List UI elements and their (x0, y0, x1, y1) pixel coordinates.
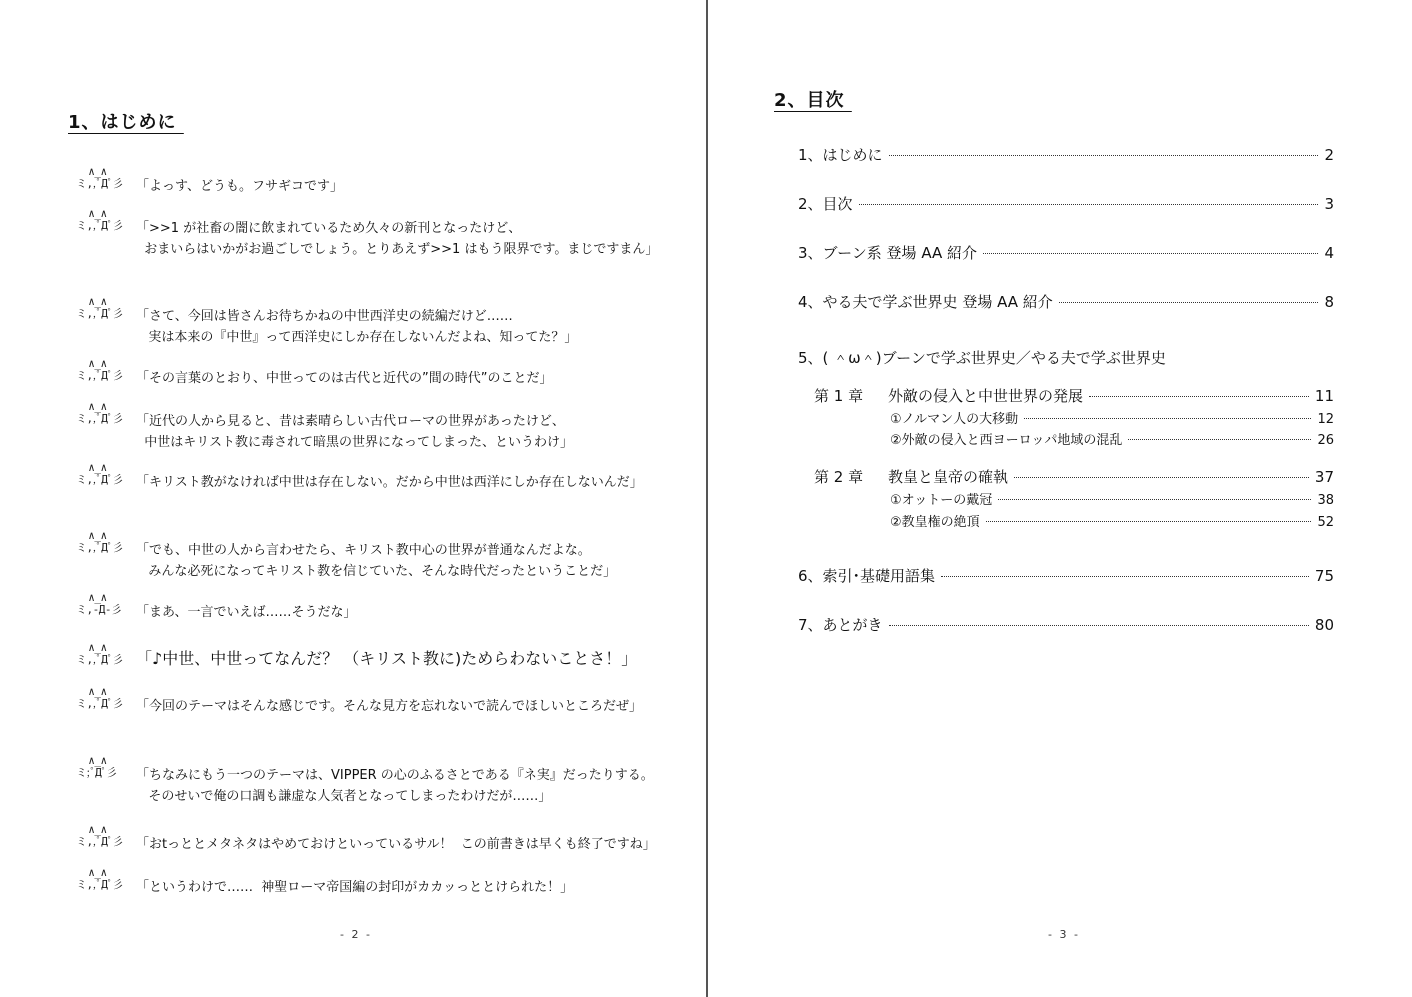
dot-leader (941, 576, 1309, 577)
toc-entry-page: 80 (1314, 616, 1334, 634)
toc-entry[interactable] (798, 565, 1334, 586)
dialogue-6 (76, 462, 676, 510)
fusagiko-face-art: ∧_∧ ミ,,ﾟДﾟ彡 (76, 165, 123, 190)
toc-entry-page: 11 (1314, 387, 1334, 405)
dot-leader (998, 499, 1311, 500)
dialogue-1 (76, 166, 676, 214)
toc-entry-page: 75 (1314, 567, 1334, 585)
dialogue-11 (76, 755, 676, 803)
toc-entry-label: ①ノルマン人の大移動 (890, 412, 1019, 427)
toc-entry-page: 2 (1324, 146, 1334, 164)
dot-leader (1059, 302, 1319, 303)
fusagiko-face-art: ∧_∧ ミ,,ﾟДﾟ彡 (76, 685, 123, 710)
dot-leader (859, 204, 1319, 205)
toc-entry-label: 外敵の侵入と中世世界の発展 (888, 387, 1084, 405)
toc-entry-label: 5、( ＾ω＾)ブーンで学ぶ世界史／やる夫で学ぶ世界史 (798, 349, 1166, 367)
dialogue-text: 「キリスト教がなければ中世は存在しない。だから中世は西洋にしか存在しないんだ」 (136, 475, 643, 490)
toc-entry-label: 1、はじめに (798, 146, 883, 164)
toc-entry-label: 3、ブーン系 登場 AA 紹介 (798, 244, 978, 262)
dialogue-text: 「まあ、一言でいえば……そうだな」 (136, 605, 357, 620)
dialogue-12 (76, 824, 676, 872)
toc-heading: 2、目次 (774, 90, 852, 111)
right-page (708, 0, 1412, 997)
fusagiko-face-art: ∧_∧ ミ,,ﾟДﾟ彡 (76, 866, 123, 891)
dot-leader (983, 253, 1318, 254)
toc-entry-page: 38 (1317, 493, 1334, 508)
dialogue-9 (76, 642, 676, 690)
dialogue-text: 「でも、中世の人から言わせたら、キリスト教中心の世界が普通なんだよな。 みんな必死になってキリスト教を信じていた、そんな時代だったということだ」 (136, 543, 617, 579)
fusagiko-face-art: ∧_∧ ミ;ﾟДﾟ彡 (76, 754, 117, 779)
toc-chapter-2[interactable] (814, 466, 1334, 487)
dialogue-text: 「>>1 が社畜の闇に飲まれているため久々の新刊となったけど、 おまいらはいかがお過ごしでしょう。とりあえず>>1 はもう限界です。まじですまん」 (136, 221, 659, 257)
dialogue-2 (76, 208, 676, 256)
dialogue-text: 「さて、今回は皆さんお待ちかねの中世西洋史の続編だけど…… 実は本来の『中世』って西洋史にしか存在しないんだよね、知ってた？」 (136, 309, 578, 345)
toc-subsection[interactable] (890, 408, 1334, 427)
dialogue-4 (76, 358, 676, 406)
toc-entry[interactable] (798, 242, 1334, 263)
fusagiko-face-art: ∧_∧ ミ,-Д-彡 (76, 591, 122, 616)
toc-entry[interactable] (798, 291, 1334, 312)
dot-leader (1089, 396, 1309, 397)
dot-leader (1014, 477, 1309, 478)
dot-leader (1024, 418, 1311, 419)
toc-entry-page: 37 (1314, 468, 1334, 486)
toc-entry-label: 2、目次 (798, 195, 853, 213)
page-number: - 3 - (1048, 928, 1080, 941)
dialogue-13 (76, 867, 676, 915)
dot-leader (889, 155, 1319, 156)
toc-entry-section-5[interactable] (798, 347, 1334, 368)
toc-entry-label: 4、やる夫で学ぶ世界史 登場 AA 紹介 (798, 293, 1053, 311)
toc-entry-label: 教皇と皇帝の確執 (888, 468, 1009, 486)
dialogue-text: 「ちなみにもう一つのテーマは、VIPPER の心のふるさとである『ネ実』だったりする。 そのせいで俺の口調も謙虚な人気者となってしまったわけだが……」 (136, 768, 654, 804)
dialogue-10 (76, 686, 676, 734)
toc-entry-page: 52 (1317, 515, 1334, 530)
fusagiko-face-art: ∧_∧ ミ,,ﾟДﾟ彡 (76, 529, 123, 554)
fusagiko-face-art: ∧_∧ ミ,,ﾟДﾟ彡 (76, 461, 123, 486)
dialogue-3 (76, 296, 676, 344)
dialogue-text: 「というわけで…… 神聖ローマ帝国編の封印がカカッっととけられた！」 (136, 880, 574, 895)
dialogue-text: 「今回のテーマはそんな感じです。そんな見方を忘れないで読んでほしいところだぜ」 (136, 699, 642, 714)
toc-entry-page: 3 (1324, 195, 1334, 213)
dialogue-5 (76, 401, 676, 449)
toc-subsection[interactable] (890, 489, 1334, 508)
toc-entry-page: 26 (1317, 433, 1334, 448)
fusagiko-face-art: ∧_∧ ミ,,ﾟДﾟ彡 (76, 207, 123, 232)
dot-leader (1128, 439, 1311, 440)
toc-entry-label: ②外敵の侵入と西ヨーロッパ地域の混乱 (890, 433, 1123, 448)
fusagiko-face-art: ∧_∧ ミ,,ﾟДﾟ彡 (76, 400, 123, 425)
fusagiko-face-art: ∧_∧ ミ,,ﾟДﾟ彡 (76, 357, 123, 382)
toc-chapter-1[interactable] (814, 385, 1334, 406)
dialogue-8 (76, 592, 676, 640)
dialogue-text: 「よっす、どうも。フサギコです」 (136, 179, 343, 194)
toc-entry-label: ②教皇権の絶頂 (890, 515, 980, 530)
dot-leader (986, 521, 1312, 522)
fusagiko-face-art: ∧_∧ ミ,,ﾟДﾟ彡 (76, 823, 123, 848)
dialogue-text: 「近代の人から見ると、昔は素晴らしい古代ローマの世界があったけど、 中世はキリスト教に毒されて暗黒の世界になってしまった、というわけ」 (136, 414, 574, 450)
fusagiko-face-art: ∧_∧ ミ,,ﾟДﾟ彡 (76, 641, 123, 666)
page-number: - 2 - (340, 928, 372, 941)
fusagiko-face-art: ∧_∧ ミ,,ﾟДﾟ彡 (76, 295, 123, 320)
dot-leader (889, 625, 1309, 626)
toc-entry[interactable] (798, 614, 1334, 635)
toc-chapter-number: 第 1 章 (814, 387, 864, 405)
toc-chapter-number: 第 2 章 (814, 468, 864, 486)
dialogue-text: 「♪中世、中世ってなんだ？ （キリスト教に)ためらわないことさ！」 (136, 649, 638, 668)
toc-entry-page: 12 (1317, 412, 1334, 427)
dialogue-text: 「その言葉のとおり、中世ってのは古代と近代の”間の時代”のことだ」 (136, 371, 553, 386)
toc-subsection[interactable] (890, 429, 1334, 448)
dialogue-7 (76, 530, 676, 578)
toc-entry[interactable] (798, 144, 1334, 165)
toc-entry-page: 4 (1324, 244, 1334, 262)
toc-entry[interactable] (798, 193, 1334, 214)
dialogue-text: 「おtっととメタネタはやめておけといっているサル！ この前書きは早くも終了ですね」 (136, 837, 656, 852)
toc-subsection[interactable] (890, 511, 1334, 530)
toc-entry-label: 7、あとがき (798, 616, 883, 634)
toc-entry-label: 6、索引･基礎用語集 (798, 567, 936, 585)
intro-heading: 1、はじめに (68, 112, 184, 133)
toc-entry-page: 8 (1324, 293, 1334, 311)
toc-entry-label: ①オットーの戴冠 (890, 493, 993, 508)
